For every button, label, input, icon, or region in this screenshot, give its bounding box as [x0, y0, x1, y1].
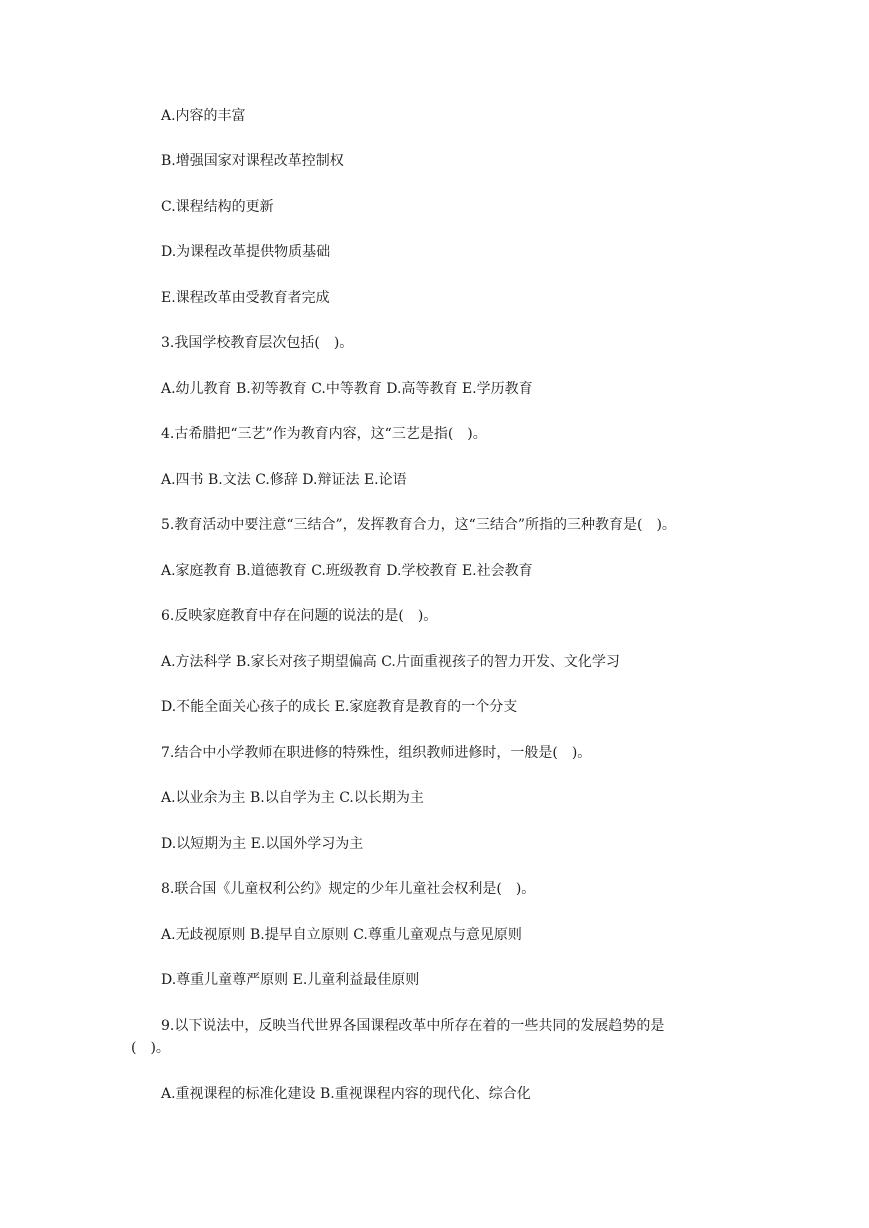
option-line: D.为课程改革提供物质基础 — [161, 244, 331, 260]
option-line: D.以短期为主 E.以国外学习为主 — [161, 836, 364, 852]
question-line: 5.教育活动中要注意“三结合”，发挥教育合力，这“三结合”所指的三种教育是( )。 — [161, 517, 676, 533]
question-line: 8.联合国《儿童权利公约》规定的少年儿童社会权利是( )。 — [161, 881, 536, 897]
question-9 — [131, 1015, 741, 1059]
option-line: A.以业余为主 B.以自学为主 C.以长期为主 — [161, 790, 424, 806]
option-line: B.增强国家对课程改革控制权 — [161, 153, 344, 169]
option-line: A.方法科学 B.家长对孩子期望偏高 C.片面重视孩子的智力开发、文化学习 — [161, 654, 620, 670]
option-line: E.课程改革由受教育者完成 — [161, 290, 330, 306]
option-line: A.内容的丰富 — [161, 108, 246, 124]
option-line: C.课程结构的更新 — [161, 199, 274, 215]
question-9-line-1: 9.以下说法中，反映当代世界各国课程改革中所存在着的一些共同的发展趋势的是 — [161, 1018, 665, 1034]
question-9-line-2: ( )。 — [131, 1040, 170, 1056]
option-line: D.尊重儿童尊严原则 E.儿童利益最佳原则 — [161, 972, 420, 988]
question-line: 4.古希腊把“三艺”作为教育内容，这“三艺是指( )。 — [161, 426, 487, 442]
option-line: A.无歧视原则 B.提早自立原则 C.尊重儿童观点与意见原则 — [161, 927, 522, 943]
question-line: 7.结合中小学教师在职进修的特殊性，组织教师进修时，一般是( )。 — [161, 745, 592, 761]
option-line: D.不能全面关心孩子的成长 E.家庭教育是教育的一个分支 — [161, 699, 518, 715]
option-line: A.家庭教育 B.道德教育 C.班级教育 D.学校教育 E.社会教育 — [161, 563, 533, 579]
option-line: A.四书 B.文法 C.修辞 D.辩证法 E.论语 — [161, 472, 407, 488]
question-line: 3.我国学校教育层次包括( )。 — [161, 335, 354, 351]
option-line: A.重视课程的标准化建设 B.重视课程内容的现代化、综合化 — [161, 1086, 531, 1102]
question-line: 6.反映家庭教育中存在问题的说法的是( )。 — [161, 608, 438, 624]
option-line: A.幼儿教育 B.初等教育 C.中等教育 D.高等教育 E.学历教育 — [161, 381, 533, 397]
